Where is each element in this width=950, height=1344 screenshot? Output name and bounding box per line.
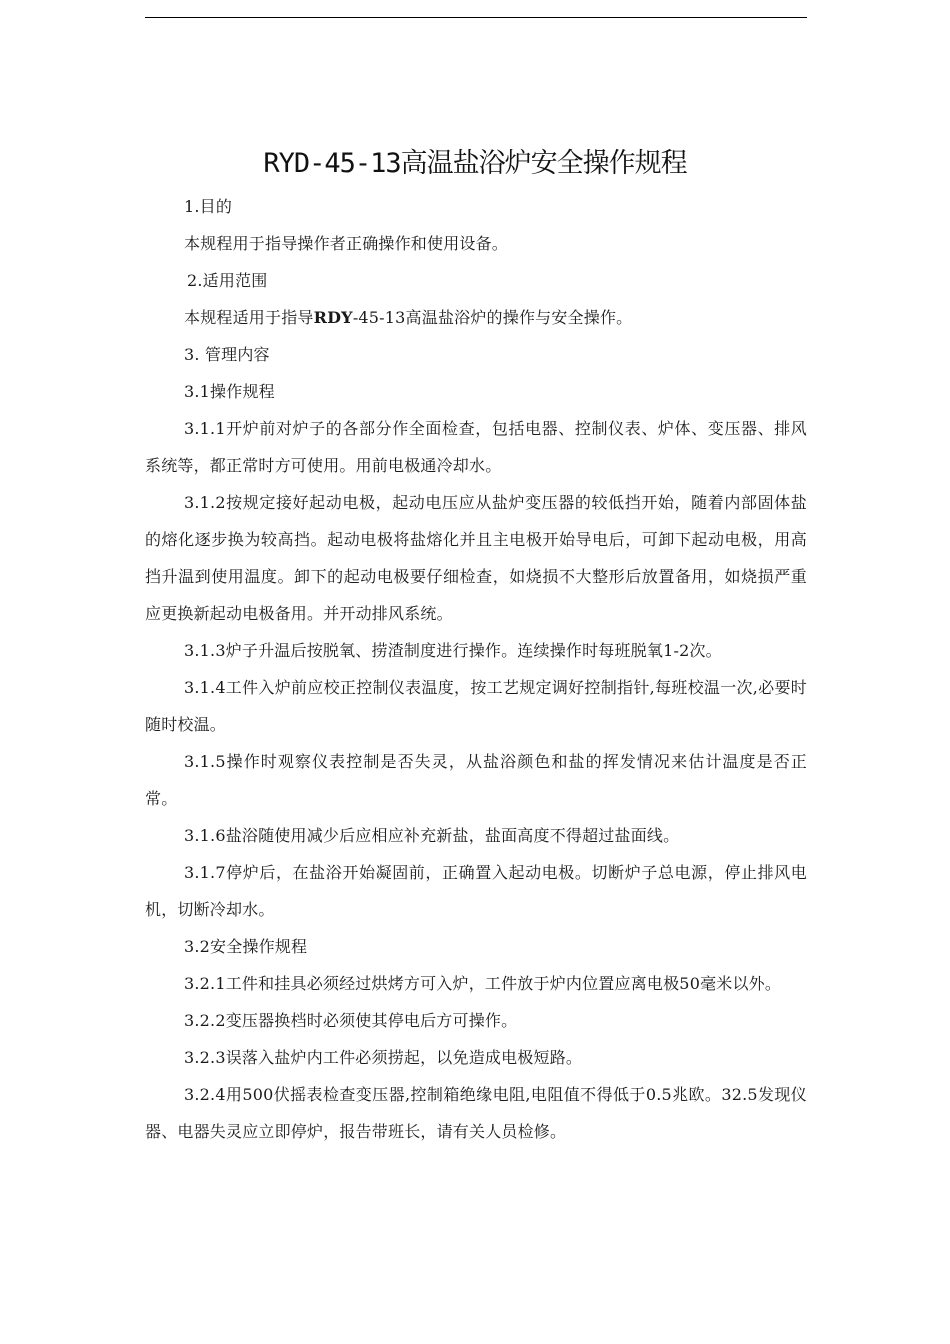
- section-1-heading: 1.目的: [184, 197, 233, 216]
- clause-3-2-3: 3.2.3误落入盐炉内工件必须捞起，以免造成电极短路。: [184, 1048, 583, 1067]
- clause-3-1-3: 3.1.3炉子升温后按脱氧、捞渣制度进行操作。连续操作时每班脱氧1-2次。: [184, 641, 722, 660]
- header-rule: [145, 17, 807, 18]
- clause-3-1-4: 3.1.4工件入炉前应校正控制仪表温度，按工艺规定调好控制指针,每班校温一次,必要时随时校温。: [145, 678, 807, 734]
- section-2-heading: 2.适用范围: [187, 271, 268, 290]
- section-1-text: 本规程用于指导操作者正确操作和使用设备。: [184, 234, 509, 253]
- document-title: RYD-45-13高温盐浴炉安全操作规程: [263, 148, 687, 179]
- clause-3-1-2: 3.1.2按规定接好起动电极，起动电压应从盐炉变压器的较低挡开始，随着内部固体盐的熔化逐步换为较高挡。起动电极将盐熔化并且主电极开始导电后，可卸下起动电极，用高挡升温到使用温度。卸下的起动电极要仔细检查，如烧损不大整形后放置备用，如烧损严重应更换新起动电极备用。并开动排风系统。: [145, 493, 807, 623]
- section-2-text-before: 本规程适用于指导: [184, 308, 314, 327]
- clause-3-1-5: 3.1.5操作时观察仪表控制是否失灵，从盐浴颜色和盐的挥发情况来估计温度是否正常。: [145, 752, 807, 808]
- document-body: [145, 188, 807, 1150]
- clause-3-2-4: 3.2.4用500伏摇表检查变压器,控制箱绝缘电阻,电阻值不得低于0.5兆欧。32.5发现仪器、电器失灵应立即停炉，报告带班长，请有关人员检修。: [145, 1085, 807, 1141]
- section-3-heading: 3. 管理内容: [184, 345, 270, 364]
- clause-3-1-6: 3.1.6盐浴随使用减少后应相应补充新盐，盐面高度不得超过盐面线。: [184, 826, 680, 845]
- clause-3-2-1: 3.2.1工件和挂具必须经过烘烤方可入炉，工件放于炉内位置应离电极50毫米以外。: [184, 974, 782, 993]
- subsection-3-1-heading: 3.1操作规程: [184, 382, 275, 401]
- clause-3-1-1: 3.1.1开炉前对炉子的各部分作全面检查，包括电器、控制仪表、炉体、变压器、排风系统等，都正常时方可使用。用前电极通冷却水。: [145, 419, 807, 475]
- clause-3-2-2: 3.2.2变压器换档时必须使其停电后方可操作。: [184, 1011, 518, 1030]
- clause-3-1-7: 3.1.7停炉后，在盐浴开始凝固前，正确置入起动电极。切断炉子总电源，停止排风电机，切断冷却水。: [145, 863, 807, 919]
- section-2-text-bold: RDY: [313, 308, 353, 327]
- section-2-text-after: -45-13高温盐浴炉的操作与安全操作。: [352, 308, 633, 327]
- section-2-text: [145, 299, 807, 336]
- subsection-3-2-heading: 3.2安全操作规程: [184, 937, 308, 956]
